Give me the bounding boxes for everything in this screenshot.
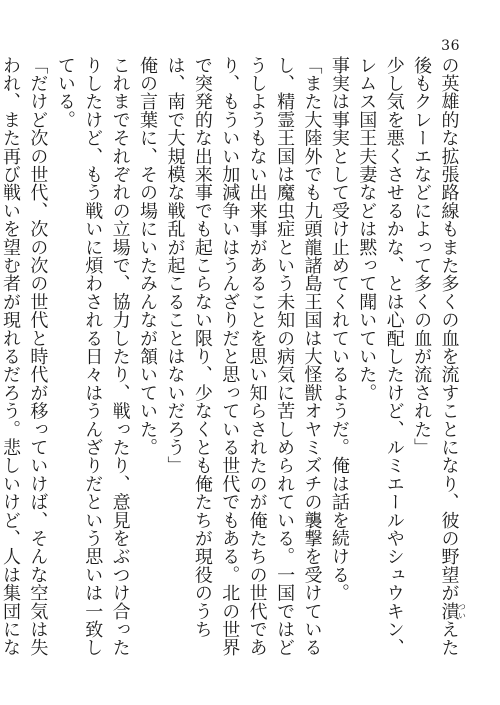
ruby-base: 潰 — [438, 602, 460, 621]
paragraph-5: 俺の言葉に、その場にいたみんなが頷いていた。 — [137, 56, 159, 457]
body-text — [0, 56, 467, 668]
paragraph-3: 事実は事実として受け止めてくれているようだ。俺は話を続ける。 — [328, 56, 350, 602]
page-number: 36 — [441, 38, 460, 54]
paragraph-7: 「だけど次の世代、次の次の世代と時代が移っていけば、そんな空気は失われ、また再び戦いを望む者が現れるだろう。悲しいけど、人は集団にな — [0, 56, 49, 657]
ruby-reading: つい — [457, 602, 467, 621]
ruby-annotation — [438, 602, 467, 621]
paragraph-1-text: の英雄的な拡張路線もまた多くの血を流すことになり、彼の野望が潰ついえた後もクレーエなどによって多くの血が流された」 — [411, 56, 467, 657]
paragraph-1 — [408, 56, 466, 668]
paragraph-2: 少し気を悪くさせるかな、とは心配したけど、ルミエールやシュウキン、レムス国王夫妻などは黙って聞いていた。 — [356, 56, 405, 657]
paragraph-6: これまでそれぞれの立場で、協力したり、戦ったり、意見をぶつけ合ったりしたけど、もう戦いに煩わされる日々はうんざりだという思いは一致している。 — [54, 56, 131, 657]
paragraph-4: 「また大陸外でも九頭龍諸島王国は大怪獣オヤミズチの襲撃を受けているし、精霊王国は魔虫症という未知の病気に苦しめられている。一国ではどうしようもない出来事があることを思い知らされたのが俺たちの世代であり、もういい加減争いはうんざりだと思っている世代でもある。北の世界で突発的な出来事でも起こらない限り、少なくとも俺たちが現役のうちは、南で大規模な戦乱が起こることはないだろう」 — [164, 56, 323, 657]
